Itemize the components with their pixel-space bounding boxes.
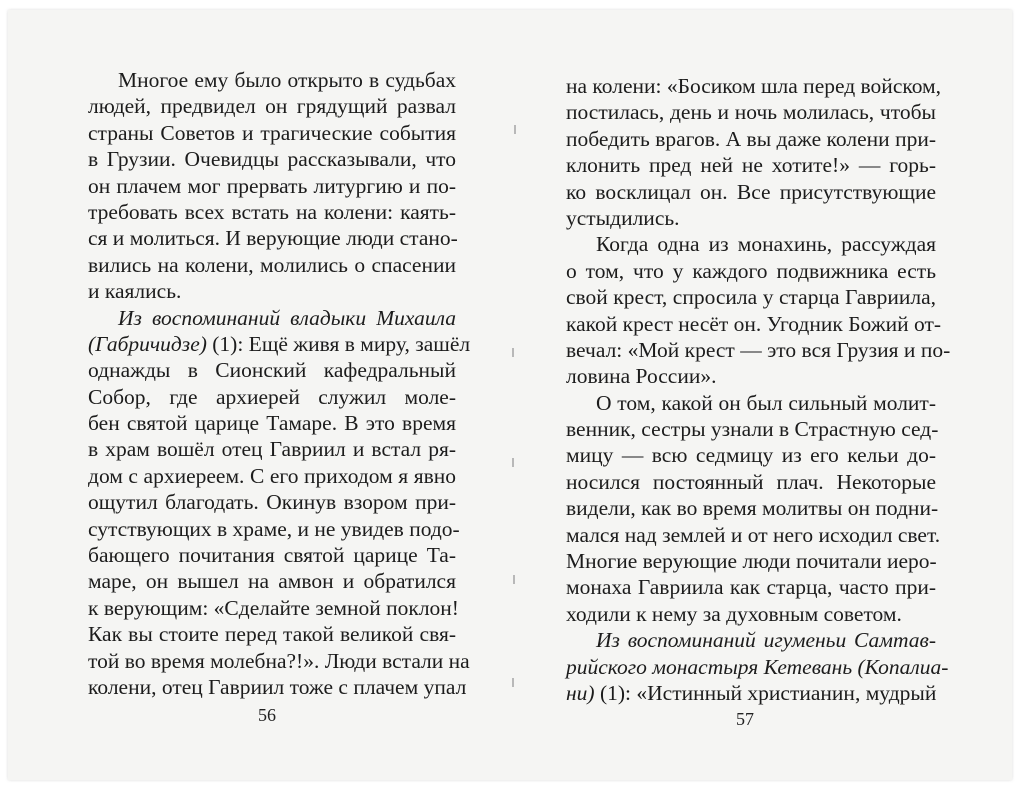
text-line-rest: (1): «Истинный христианин, мудрый xyxy=(594,680,937,705)
text-line: требовать всех встать на колени: каять- xyxy=(88,199,456,224)
italic-source: (Габричидзе) xyxy=(88,331,207,356)
text-line: маре, он вышел на амвон и обратился xyxy=(88,569,456,594)
text-line: о том, что у каждого подвижника есть xyxy=(566,258,936,283)
print-mark xyxy=(512,458,514,467)
print-mark xyxy=(512,348,514,357)
text-line: венник, сестры узнали в Страстную сед- xyxy=(566,417,939,442)
text-line: Как вы стоите перед такой великой свя- xyxy=(88,622,456,647)
text-line xyxy=(88,331,471,357)
text-line: ходили к нему за духовным советом. xyxy=(566,601,902,626)
text-line: свой крест, спросила у старца Гавриила, xyxy=(566,285,936,310)
text-line: на колени: «Босиком шла перед войском, xyxy=(566,74,942,98)
print-mark xyxy=(512,678,514,687)
text-line: Собор, где архиерей служил моле- xyxy=(88,384,456,409)
italic-source: ни) xyxy=(566,680,595,705)
text-line: ко восклицал он. Все присутствующие xyxy=(566,179,936,204)
left-page-text xyxy=(88,67,471,700)
text-line: Из воспоминаний игуменьи Самтав- xyxy=(596,628,936,653)
text-line: Многие верующие люди почитали иеро- xyxy=(566,549,937,574)
book-spread xyxy=(8,10,1012,780)
text-line: колени, отец Гавриил тоже с плачем упал xyxy=(88,674,467,699)
text-line xyxy=(566,680,936,706)
text-line: устыдились. xyxy=(566,205,680,230)
text-line: к верующим: «Сделайте земной поклон! xyxy=(88,595,459,620)
text-line: бающего почитания святой царице Та- xyxy=(88,543,456,568)
text-line: той во время молебна?!». Люди встали на xyxy=(88,648,470,673)
text-line: сутствующих в храме, и не увидев подо- xyxy=(88,516,460,541)
text-line: Когда одна из монахинь, рассуждая xyxy=(596,232,936,257)
page-number: 56 xyxy=(258,705,276,725)
text-line: мался над землей и от него исходил свет. xyxy=(566,522,941,547)
text-line: Многое ему было открыто в судьбах xyxy=(118,68,456,92)
text-line: однажды в Сионский кафедральный xyxy=(88,358,456,383)
text-line: клонить пред ней не хотите!» — горь- xyxy=(566,153,936,178)
text-line: О том, какой он был сильный молит- xyxy=(596,390,936,415)
text-line: рийского монастыря Кетевань (Копалиа- xyxy=(566,654,949,679)
text-line: вились на колени, молились о спасении xyxy=(88,252,456,277)
page-number: 57 xyxy=(736,709,754,729)
right-page xyxy=(510,10,1012,780)
text-line: видели, как во время молитвы он подни- xyxy=(566,496,939,521)
text-line: носился постоянный плач. Некоторые xyxy=(566,469,936,494)
text-line: вечал: «Мой крест — это вся Грузия и по- xyxy=(566,337,951,362)
right-page-text xyxy=(566,73,951,706)
text-line: ощутил благодать. Окинув взором при- xyxy=(88,490,456,515)
text-line: он плачем мог прервать литургию и по- xyxy=(88,173,456,198)
text-line: людей, предвидел он грядущий развал xyxy=(88,94,456,119)
text-line: страны Советов и трагические события xyxy=(88,120,456,145)
text-line: ся и молиться. И верующие люди стано- xyxy=(88,226,458,251)
print-mark xyxy=(514,125,516,134)
text-line: мицу — всю седмицу из его кельи до- xyxy=(566,443,936,468)
print-mark xyxy=(513,575,515,584)
text-line: какой крест несёт он. Угодник Божий от- xyxy=(566,311,942,336)
text-line: ловина России». xyxy=(566,364,717,389)
text-line: в Грузии. Очевидцы рассказывали, что xyxy=(88,147,456,172)
text-line-rest: (1): Ещё живя в миру, зашёл xyxy=(206,331,471,356)
left-page xyxy=(8,10,510,780)
text-line: постилась, день и ночь молилась, чтобы xyxy=(566,100,936,125)
text-line: монаха Гавриила как старца, часто при- xyxy=(566,575,936,600)
text-line: и каялись. xyxy=(88,279,182,304)
text-line: в храм вошёл отец Гавриил и встал ря- xyxy=(88,437,456,462)
text-line: Из воспоминаний владыки Михаила xyxy=(118,305,456,330)
text-line: дом с архиереем. С его приходом я явно xyxy=(88,463,456,488)
text-line: бен святой царице Тамаре. В это время xyxy=(88,411,456,436)
text-line: победить врагов. А вы даже колени при- xyxy=(566,126,936,151)
